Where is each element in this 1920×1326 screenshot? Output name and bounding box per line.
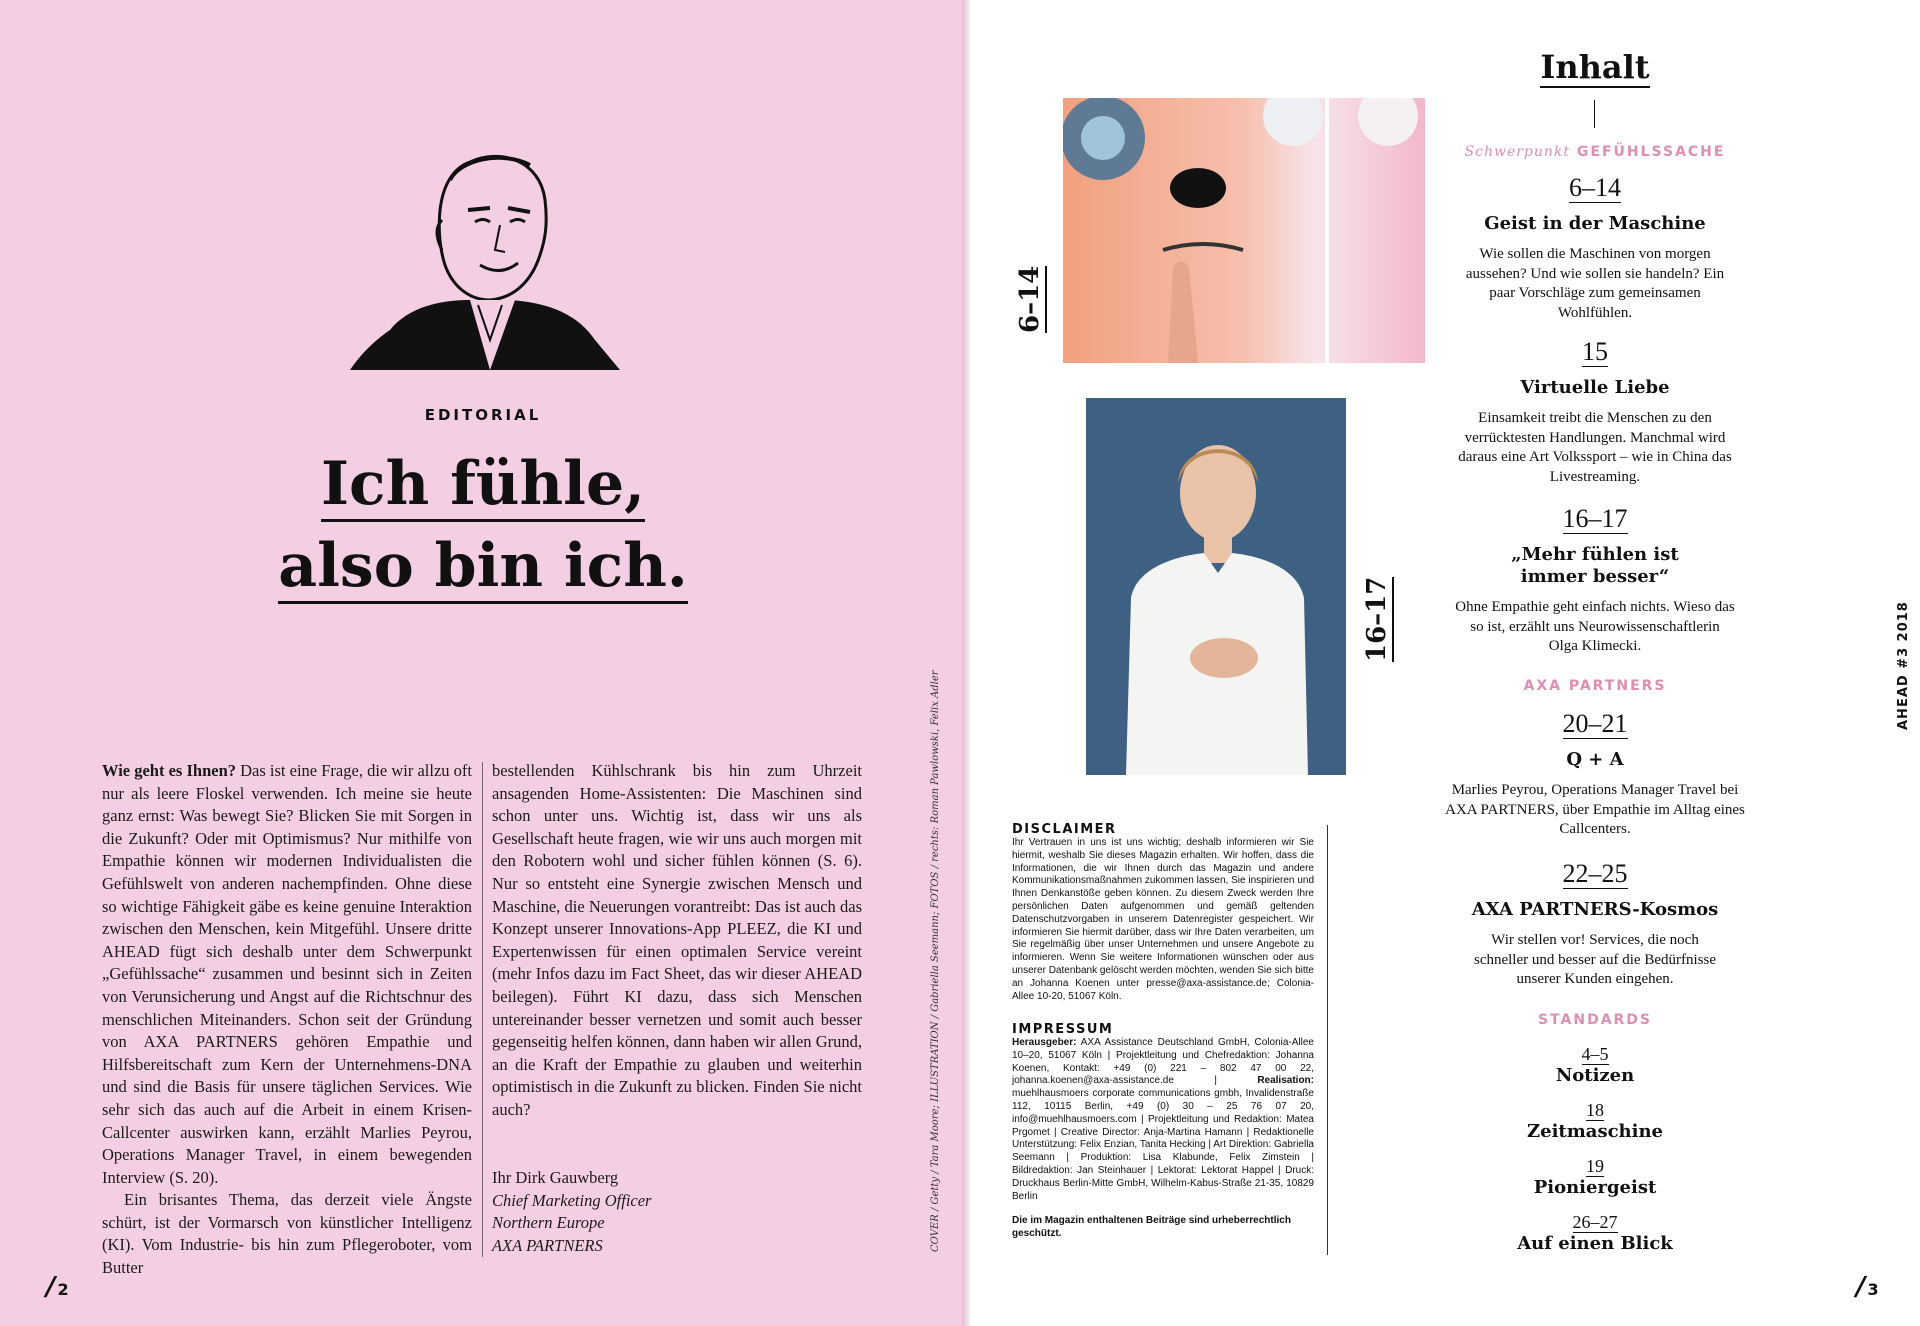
editorial-column-2 — [492, 760, 862, 1122]
slash-mark: / — [46, 1272, 56, 1302]
toc-standard-entry[interactable] — [1440, 1212, 1750, 1255]
toc-entry-description: Einsamkeit treibt die Menschen zu den verrücktesten Handlungen. Manchmal wird daraus eine Art Volkssport – wie in China das Livestreaming. — [1458, 410, 1732, 485]
disclaimer-title: DISCLAIMER — [1012, 822, 1117, 837]
toc-entry-title: AXA PARTNERS-Kosmos — [1471, 899, 1719, 920]
impressum-realisation-text: muehlhausmoers corporate communications gmbh, Invalidenstraße 112, 10115 Berlin, +49 (0) 30 – 25 76 07 20, info@muehlhausmoers.com | Projektleitung und Redaktion: Matea Prgomet | Creative Director: Anja-Martina Hamann | Redaktionelle Unterstützung: Felix Enzian, Tanita Hecking | Art Direktion: Gabriella Seemann | Produktion: Lisa Klabunde, Felix Zimstein | Bildredaktion: Jan Steinhauer | Lektorat: Lektorat Happel | Druck: Druckhaus Berlin-Mitte GmbH, Wilhelm-Kabus-Straße 21-35, 10829 Berlin — [1012, 1088, 1314, 1202]
editorial-paragraph-3: bestellenden Kühlschrank bis hin zum Uhrzeit ansagenden Home-Assistenten: Die Maschinen sind schon unter uns. Wichtig ist, dass wir uns als Gesellschaft heute fragen, wie wir uns auch morgen mit den Robotern wohl und sicher fühlen können (S. 6). Nur so entsteht eine Synergie zwischen Mensch und Maschine, die Neuerungen vorantreibt: Das ist auch das Konzept unserer Innovations-App PLEEZ, die KI und Expertenwissen für einen optimalen Service vereint (mehr Infos dazu im Fact Sheet, das wir dieser AHEAD beilegen). Führt KI dazu, dass sich Menschen untereinander besser vernetzen und somit auch besser gegenseitig helfen können, dann haben wir allen Grund, an die Kraft der Empathie zu glauben und weiterhin optimistisch in die Zukunft zu blicken. Finden Sie nicht auch? — [492, 761, 862, 1119]
impressum-text — [1012, 1037, 1314, 1203]
toc-standard-title: Auf einen Blick — [1517, 1233, 1673, 1254]
toc-entry-description: Wie sollen die Maschinen von morgen aussehen? Und wie sollen sie handeln? Ein paar Vorschläge zum gemeinsamen Wohlfühlen. — [1465, 246, 1725, 321]
toc-standard-entry[interactable] — [1440, 1100, 1750, 1143]
toc-standard-pages: 18 — [1586, 1100, 1604, 1120]
editorial-column-1 — [102, 760, 472, 1280]
toc-entry-title: Q + A — [1566, 749, 1624, 770]
impressum-publisher-text: AXA Assistance Deutschland GmbH, Colonia-Allee 10–20, 51067 Köln | Projektleitung und Chefredaktion: Johanna Koenen, Kontakt: +49 (0) 221 – 802 47 00 22, johanna.koenen@axa-assistance.de | — [1012, 1037, 1314, 1087]
image-label-6-14 — [1015, 266, 1045, 333]
headline-line-1 — [200, 448, 766, 520]
toc-entry[interactable] — [1440, 860, 1750, 990]
disclaimer-text: Ihr Vertrauen in uns ist uns wichtig; deshalb informieren wir Sie hiermit, weshalb Sie dieses Magazin erhalten. Wir hoffen, dass die Informationen, die wir Ihnen durch das Magazin und andere Kommunikationsmaßnahmen zukommen lassen, Sie inspirieren und Ihnen Denkanstöße geben können. Zu diesem Zweck werden Ihre persönlichen Daten aufgenommen und gemäß geltenden Datenschutzvorgaben in unserem Datenregister gespeichert. Wir informieren Sie hiermit darüber, dass wir Ihre Daten verarbeiten, um Sie regelmäßig über unser Unternehmen und unsere Angebote zu informieren. Wenn Sie weitere Informationen wünschen oder aus unserer Datenbank gelöscht werden möchten, wenden Sie sich bitte an Johanna Koenen unter presse@axa-assistance.de; Colonia-Allee 10-20, 51067 Köln. — [1012, 837, 1314, 1002]
headline-text-2: also bin ich. — [278, 531, 687, 604]
section-label-editorial: EDITORIAL — [424, 406, 542, 424]
image-label-6-14-text: 6–14 — [1015, 265, 1045, 333]
toc-entry-title: Geist in der Maschine — [1484, 213, 1706, 234]
robot-face-image — [1063, 98, 1425, 363]
toc-entry-description: Marlies Peyrou, Operations Manager Travel bei AXA PARTNERS, über Empathie im Alltag eines Callcenters. — [1445, 782, 1745, 837]
page-number-right — [1856, 1272, 1879, 1302]
slash-mark: / — [1856, 1272, 1866, 1302]
editorial-paragraph-1: Das ist eine Frage, die wir allzu oft nur als leere Floskel verwenden. Ich meine sie heute ganz ernst: Was bewegt Sie? Blicken Sie mit Sorgen in die Zukunft? Oder mit Optimismus? Nur mithilfe von Empathie können wir modernen Individualisten die Gefühlswelt von anderen nachempfinden. Ohne diese so wichtige Fähigkeit gäbe es keine genuine Interaktion zwischen den Menschen, kein Mitgefühl. Unsere dritte AHEAD fügt sich deshalb unter dem Schwerpunkt „Gefühlssache“ zusammen und besinnt sich in Zeiten von Verunsicherung und Angst auf die Richtschnur des menschlichen Miteinanders. Schon seit der Gründung von AXA PARTNERS gehören Empathie und Hilfsbereitschaft zum Kern der Unternehmens-DNA und sind die Basis für unsere täglichen Services. Wie sehr sich das auch auf die Arbeit in einem Krisen-Callcenter auswirken kann, erzählt Marlies Peyrou, Operations Manager Travel, in einem bewegenden Interview (S. 20). — [102, 761, 472, 1187]
signature-region: Northern Europe — [492, 1213, 605, 1233]
toc-entry-pages: 20–21 — [1562, 709, 1628, 738]
page-gutter — [962, 0, 970, 1326]
toc-standard-pages: 19 — [1586, 1156, 1604, 1176]
headline-line-2 — [200, 530, 766, 602]
section-label-axa-partners: AXA PARTNERS — [1523, 678, 1667, 694]
editorial-paragraph-2: Ein brisantes Thema, das derzeit viele Ängste schürt, ist der Vormarsch von künstlicher Intelligenz (KI). Vom Industrie- bis hin zum Pflegeroboter, vom Butter — [102, 1190, 472, 1278]
portrait-photo-olga-klimecki — [1086, 398, 1346, 775]
toc-entry-pages: 6–14 — [1569, 173, 1621, 202]
signature-greeting: Ihr Dirk Gauwberg — [492, 1168, 619, 1187]
toc-entry-title: „Mehr fühlen ist immer besser“ — [1511, 544, 1679, 587]
column-divider — [482, 762, 483, 1257]
toc-title — [1470, 48, 1720, 86]
section-name-gefuehlssache: GEFÜHLSSACHE — [1576, 144, 1726, 160]
photo-credit: COVER / Getty / Tara Moore; ILLUSTRATION / Gabriella Seemann; FOTOS / rechts: Roman Pawlowski, Felix Adler — [930, 670, 941, 1252]
toc-entry-pages: 16–17 — [1562, 504, 1628, 533]
toc-entry-pages: 15 — [1582, 337, 1608, 366]
toc-entry-description: Wir stellen vor! Services, die noch schneller und besser auf die Bedürfnisse unserer Kunden eingehen. — [1473, 932, 1716, 987]
toc-title-text: Inhalt — [1540, 48, 1650, 86]
page-number-left-text: 2 — [57, 1280, 69, 1299]
headline-text-1: Ich fühle, — [321, 449, 645, 522]
image-label-16-17-text: 16–17 — [1362, 576, 1392, 662]
author-portrait-illustration — [350, 140, 620, 370]
signature-title: Chief Marketing Officer — [492, 1190, 652, 1210]
toc-standard-entry[interactable] — [1440, 1044, 1750, 1087]
toc-standard-pages: 26–27 — [1572, 1212, 1618, 1232]
impressum-block — [1012, 1022, 1314, 1241]
signature-block — [492, 1167, 862, 1257]
toc-standard-entry[interactable] — [1440, 1156, 1750, 1199]
toc-standard-title: Pioniergeist — [1533, 1177, 1657, 1198]
magazine-side-label: AHEAD #3 2018 — [1896, 601, 1911, 730]
toc-entry-pages: 22–25 — [1562, 859, 1628, 888]
page-number-left — [46, 1272, 69, 1302]
toc-standard-title: Notizen — [1555, 1065, 1635, 1086]
impressum-label-realisation: Realisation: — [1257, 1075, 1314, 1087]
image-label-16-17 — [1362, 577, 1392, 662]
toc-title-rule — [1594, 100, 1595, 128]
toc-entry-description: Ohne Empathie geht einfach nichts. Wieso das so ist, erzählt uns Neurowissenschaftlerin Olga Klimecki. — [1455, 599, 1735, 654]
toc-standard-title: Zeitmaschine — [1526, 1121, 1663, 1142]
impressum-divider — [1327, 825, 1328, 1255]
impressum-label-publisher: Herausgeber: — [1012, 1037, 1077, 1048]
disclaimer-block — [1012, 822, 1314, 1003]
section-prefix: Schwerpunkt — [1464, 144, 1571, 160]
toc-standard-pages: 4–5 — [1581, 1044, 1609, 1064]
section-label-gefuehlssache — [1440, 144, 1750, 160]
impressum-title: IMPRESSUM — [1012, 1022, 1114, 1037]
toc-entry[interactable] — [1440, 710, 1750, 840]
page-number-right-text: 3 — [1867, 1280, 1879, 1299]
toc-entry-title: Virtuelle Liebe — [1520, 377, 1670, 398]
toc-entry[interactable] — [1440, 505, 1750, 657]
section-label-standards: STANDARDS — [1537, 1012, 1653, 1028]
toc-entry[interactable] — [1440, 338, 1750, 487]
toc-entry[interactable] — [1440, 174, 1750, 323]
copyright-note: Die im Magazin enthaltenen Beiträge sind urheberrechtlich geschützt. — [1012, 1215, 1291, 1240]
signature-company: AXA PARTNERS — [492, 1235, 603, 1255]
lead-question: Wie geht es Ihnen? — [102, 761, 237, 780]
